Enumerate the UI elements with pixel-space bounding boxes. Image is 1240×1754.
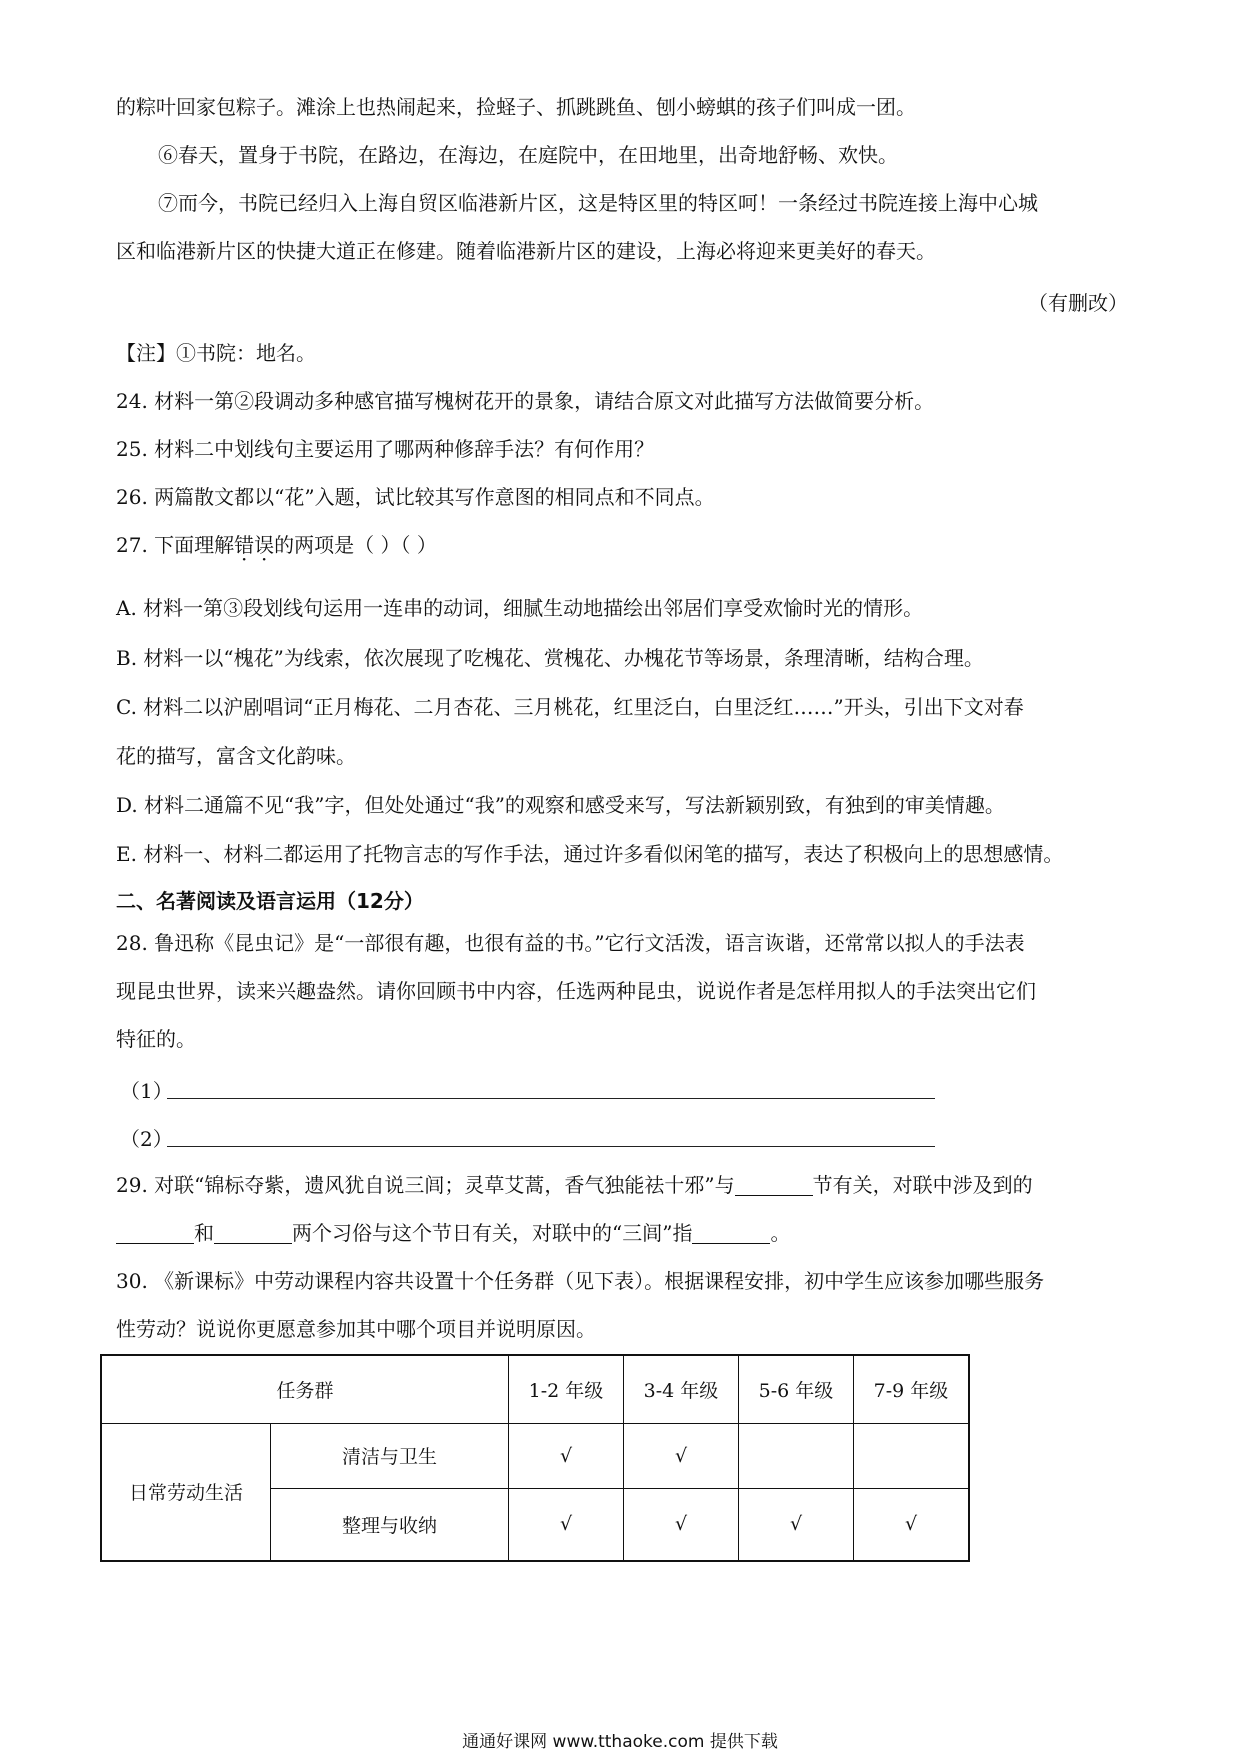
question-29-text: 两个习俗与这个节日有关，对联中的“三闾”指 [292, 1221, 693, 1245]
table-check: √ [624, 1423, 739, 1488]
table-check: √ [509, 1423, 624, 1488]
option-d: D. 材料二通篇不见“我”字，但处处通过“我”的观察和感受来写，写法新颖别致，有独到的审美情趣。 [116, 793, 1005, 817]
question-29-cont [116, 1220, 790, 1246]
table-category: 日常劳动生活 [101, 1423, 271, 1561]
table-check: √ [854, 1488, 970, 1561]
table-task: 清洁与卫生 [271, 1423, 509, 1488]
question-27-suffix: 的两项是（ ）（ ） [274, 533, 437, 557]
table-check [854, 1423, 970, 1488]
table-header-grade: 1-2 年级 [509, 1355, 624, 1423]
option-b: B. 材料一以“槐花”为线索，依次展现了吃槐花、赏槐花、办槐花节等场景，条理清晰，结构合理。 [116, 646, 984, 670]
table-check: √ [509, 1488, 624, 1561]
option-c: C. 材料二以沪剧唱词“正月梅花、二月杏花、三月桃花，红里泛白，白里泛红……”开头，引出下文对春 [116, 695, 1024, 719]
annotation: 【注】①书院：地名。 [116, 341, 316, 365]
fill-blank[interactable] [735, 1175, 813, 1196]
emphasis-char: 误 [254, 533, 275, 557]
table-header-grade: 7-9 年级 [854, 1355, 970, 1423]
question-28-cont: 现昆虫世界，读来兴趣盎然。请你回顾书中内容，任选两种昆虫，说说作者是怎样用拟人的手法突出它们 [116, 979, 1036, 1003]
answer-label-2: （2） [120, 1127, 173, 1151]
table-check: √ [624, 1488, 739, 1561]
option-c-cont: 花的描写，富含文化韵味。 [116, 744, 356, 768]
question-29-text: 节有关，对联中涉及到的 [812, 1173, 1033, 1197]
revised-note: （有删改） [1028, 291, 1128, 315]
passage-line: 的粽叶回家包粽子。滩涂上也热闹起来，捡蛏子、抓跳跳鱼、刨小螃蜞的孩子们叫成一团。 [116, 95, 916, 119]
passage-paragraph-7-cont: 区和临港新片区的快捷大道正在修建。随着临港新片区的建设，上海必将迎来更美好的春天。 [116, 239, 936, 263]
fill-blank[interactable] [116, 1223, 194, 1244]
footer-source: 通通好课网 www.tthaoke.com 提供下载 [462, 1732, 778, 1752]
question-29 [116, 1172, 1033, 1198]
question-26: 26. 两篇散文都以“花”入题，试比较其写作意图的相同点和不同点。 [116, 485, 715, 509]
passage-paragraph-6: ⑥春天，置身于书院，在路边，在海边，在庭院中，在田地里，出奇地舒畅、欢快。 [158, 143, 898, 167]
option-a: A. 材料一第③段划线句运用一连串的动词，细腻生动地描绘出邻居们享受欢愉时光的情形。 [116, 596, 924, 620]
question-27-prefix: 27. 下面理解 [116, 533, 235, 557]
table-task: 整理与收纳 [271, 1488, 509, 1561]
question-29-text: 和 [194, 1221, 214, 1245]
answer-line-2[interactable] [167, 1146, 935, 1147]
question-28-cont: 特征的。 [116, 1027, 196, 1051]
question-29-text: 29. 对联“锦标夺紫，遗风犹自说三闾；灵草艾蒿，香气独能祛十邪”与 [116, 1173, 735, 1197]
table-header-task-group: 任务群 [101, 1355, 509, 1423]
table-check: √ [739, 1488, 854, 1561]
question-29-text: 。 [770, 1221, 791, 1245]
table-header-grade: 3-4 年级 [624, 1355, 739, 1423]
emphasis-char: 错 [234, 533, 255, 557]
table-header-row [101, 1355, 969, 1423]
table-row [101, 1423, 969, 1488]
fill-blank[interactable] [692, 1223, 770, 1244]
option-e: E. 材料一、材料二都运用了托物言志的写作手法，通过许多看似闲笔的描写，表达了积极向上的思想感情。 [116, 842, 1064, 866]
passage-paragraph-7: ⑦而今，书院已经归入上海自贸区临港新片区，这是特区里的特区呵！一条经过书院连接上海中心城 [158, 191, 1038, 215]
question-28: 28. 鲁迅称《昆虫记》是“一部很有趣，也很有益的书。”它行文活泼，语言诙谐，还常常以拟人的手法表 [116, 931, 1025, 955]
answer-line-1[interactable] [167, 1098, 935, 1099]
section-heading: 二、名著阅读及语言运用（12分） [116, 889, 424, 913]
question-30-cont: 性劳动？说说你更愿意参加其中哪个项目并说明原因。 [116, 1317, 596, 1341]
question-30: 30. 《新课标》中劳动课程内容共设置十个任务群（见下表）。根据课程安排，初中学生应该参加哪些服务 [116, 1269, 1045, 1293]
labor-task-table [100, 1354, 970, 1562]
question-27 [116, 532, 437, 558]
question-24: 24. 材料一第②段调动多种感官描写槐树花开的景象，请结合原文对此描写方法做简要分析。 [116, 389, 935, 413]
table-header-grade: 5-6 年级 [739, 1355, 854, 1423]
question-25: 25. 材料二中划线句主要运用了哪两种修辞手法？有何作用？ [116, 437, 655, 461]
answer-label-1: （1） [120, 1079, 173, 1103]
fill-blank[interactable] [214, 1223, 292, 1244]
table-check [739, 1423, 854, 1488]
